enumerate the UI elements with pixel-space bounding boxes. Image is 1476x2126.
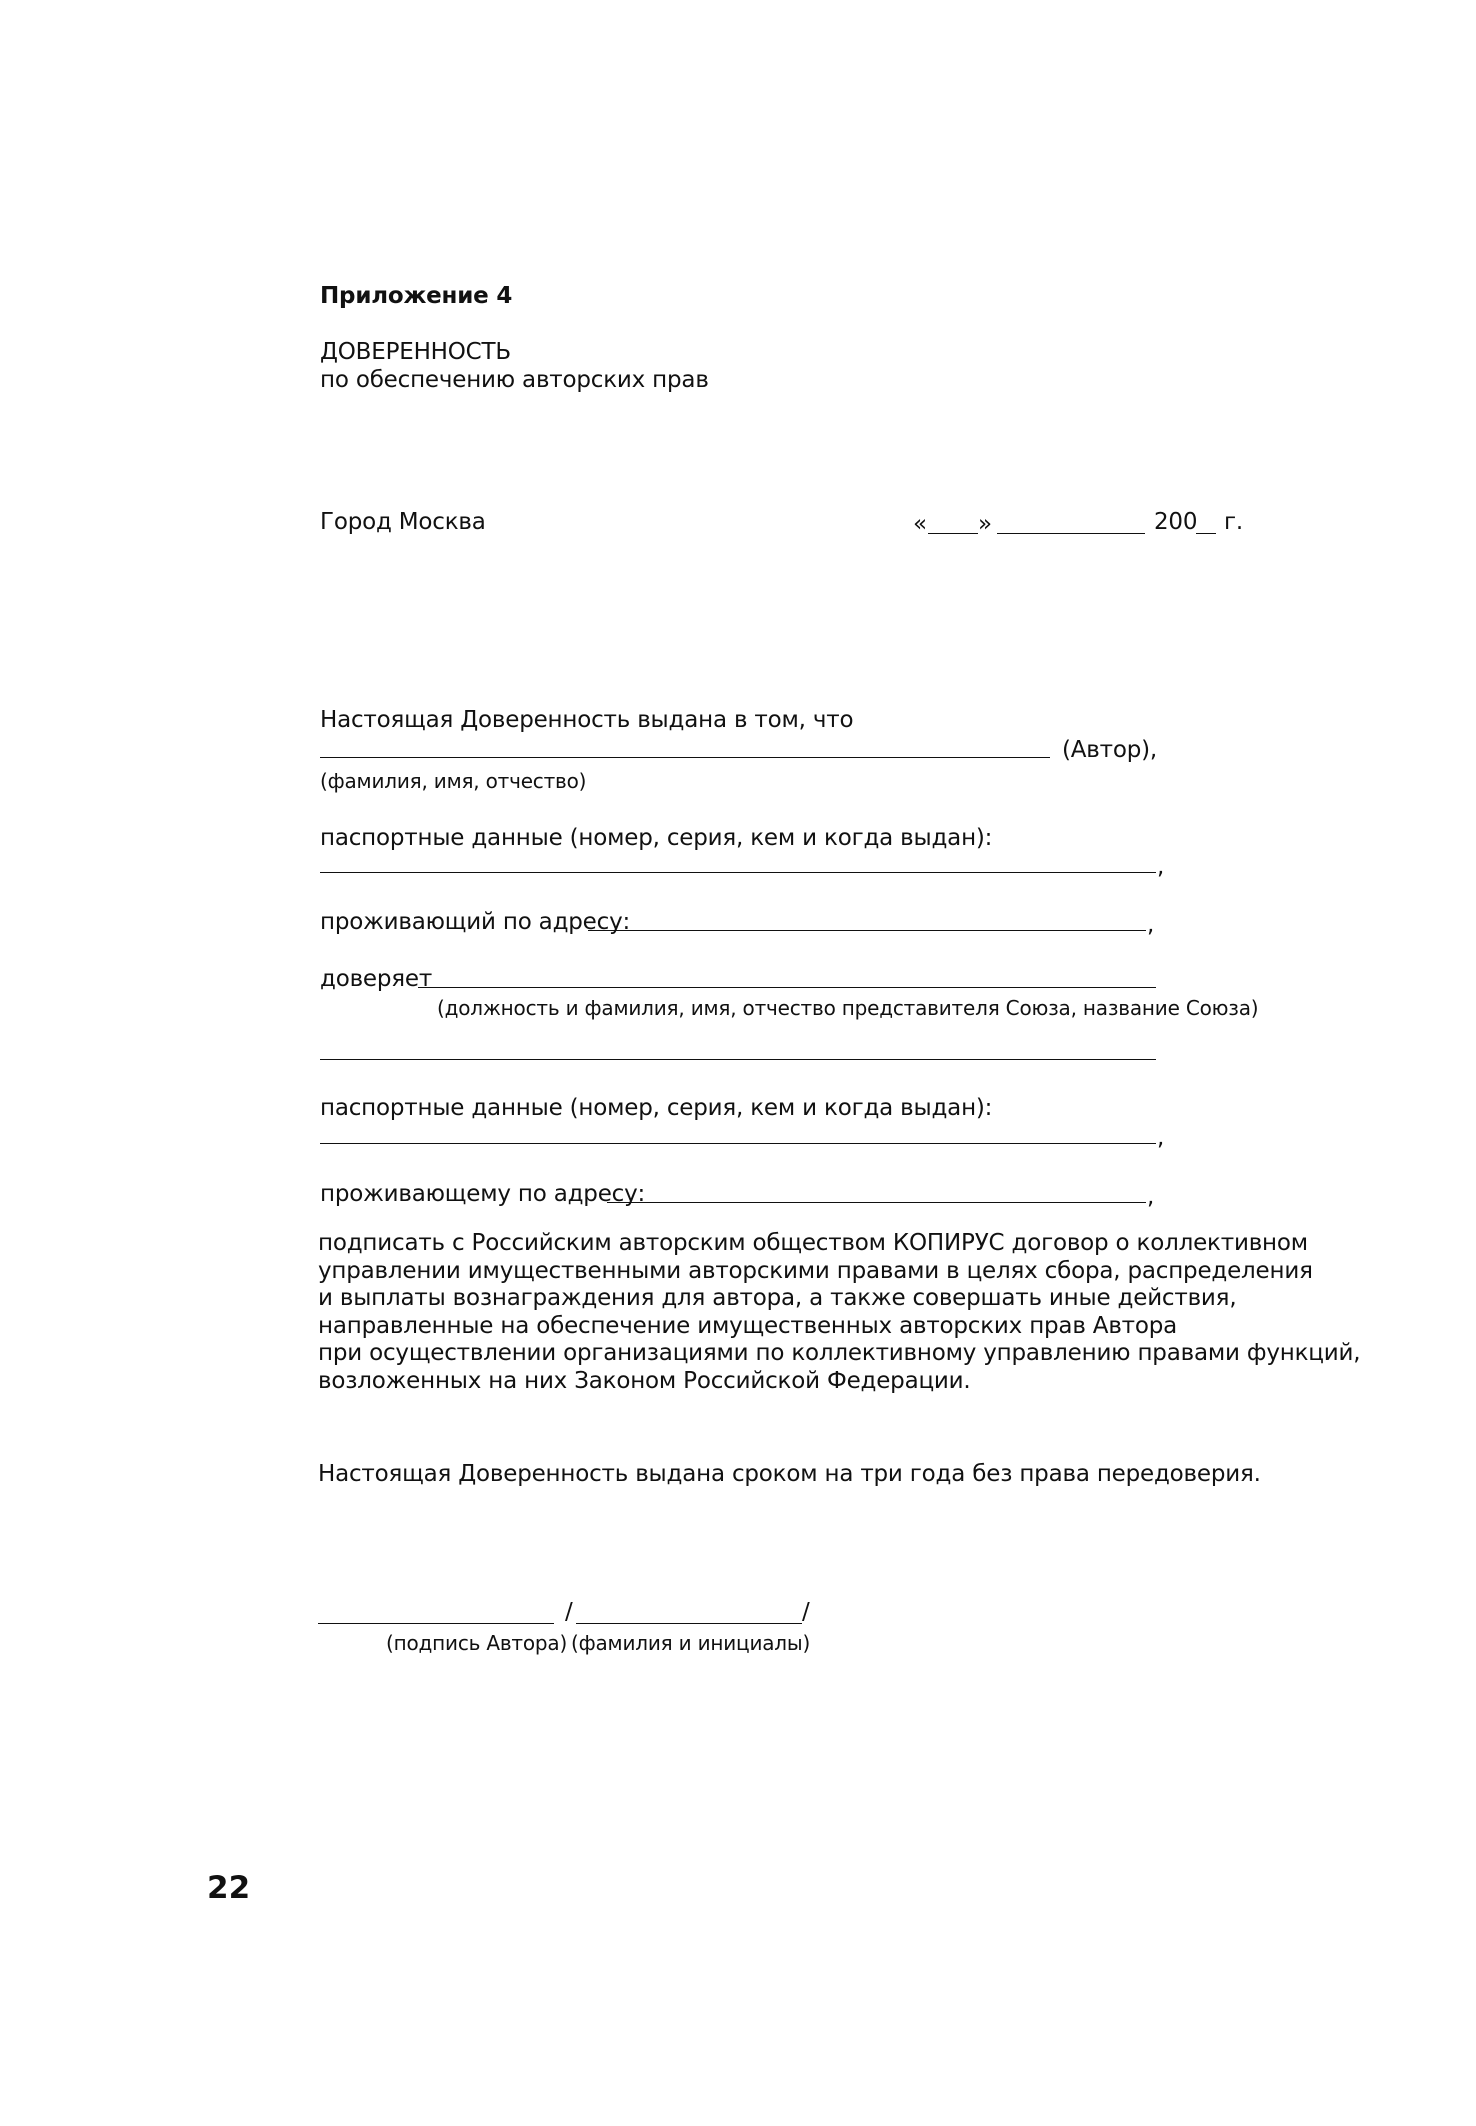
author-suffix: (Автор), [1062, 737, 1158, 763]
appendix-label: Приложение 4 [320, 283, 513, 309]
date-year-suffix: г. [1224, 509, 1243, 535]
passport-comma-2: , [1157, 1125, 1165, 1151]
body-line: направленные на обеспечение имущественных авторских прав Автора [318, 1312, 1178, 1339]
passport-label-2: паспортные данные (номер, серия, кем и когда выдан): [320, 1095, 993, 1121]
signature-slash-right: / [802, 1599, 810, 1625]
date-quote-open: « [913, 511, 927, 537]
city-label: Город Москва [320, 509, 486, 535]
body-paragraph [318, 1230, 1361, 1395]
address-blank-2 [607, 1202, 1146, 1203]
passport-label-1: паспортные данные (номер, серия, кем и когда выдан): [320, 825, 993, 851]
passport-comma-1: , [1157, 854, 1165, 880]
author-name-caption: (фамилия, имя, отчество) [320, 769, 587, 793]
date-year-prefix: 200 [1154, 509, 1198, 535]
date-quote-close: » [978, 511, 992, 537]
address-label-2: проживающему по адресу: [320, 1181, 646, 1207]
representative-blank [418, 987, 1156, 988]
date-year-blank [1196, 533, 1216, 534]
address-blank-1 [588, 930, 1146, 931]
representative-caption: (должность и фамилия, имя, отчество представителя Союза, название Союза) [437, 996, 1259, 1020]
body-line: подписать с Российским авторским обществом КОПИРУС договор о коллективном [318, 1230, 1308, 1256]
address-comma-2: , [1147, 1184, 1155, 1210]
signature-blank [318, 1623, 554, 1624]
date-day-blank [928, 533, 978, 534]
address-comma-1: , [1147, 912, 1155, 938]
body-line: и выплаты вознаграждения для автора, а также совершать иные действия, [318, 1285, 1237, 1311]
trusts-label: доверяет [320, 966, 433, 992]
passport-blank-2 [320, 1143, 1156, 1144]
body-line: при осуществлении организациями по коллективному управлению правами функций, [318, 1340, 1361, 1366]
intro-text: Настоящая Доверенность выдана в том, что [320, 707, 854, 733]
date-month-blank [997, 533, 1145, 534]
signature-slash-left: / [565, 1599, 573, 1625]
author-name-blank [320, 757, 1050, 758]
document-title: ДОВЕРЕННОСТЬ [320, 339, 511, 365]
document-subtitle: по обеспечению авторских прав [320, 367, 709, 393]
name-initials-caption: (фамилия и инициалы) [571, 1631, 811, 1655]
initials-blank [576, 1623, 802, 1624]
signature-caption: (подпись Автора) [386, 1631, 568, 1655]
page-number: 22 [207, 1870, 251, 1906]
representative-blank-2 [320, 1059, 1156, 1060]
address-label-1: проживающий по адресу: [320, 909, 631, 935]
term-text: Настоящая Доверенность выдана сроком на три года без права передоверия. [318, 1461, 1261, 1487]
passport-blank-1 [320, 872, 1156, 873]
body-line: управлении имущественными авторскими правами в целях сбора, распределения [318, 1257, 1313, 1284]
body-line: возложенных на них Законом Российской Федерации. [318, 1367, 971, 1394]
